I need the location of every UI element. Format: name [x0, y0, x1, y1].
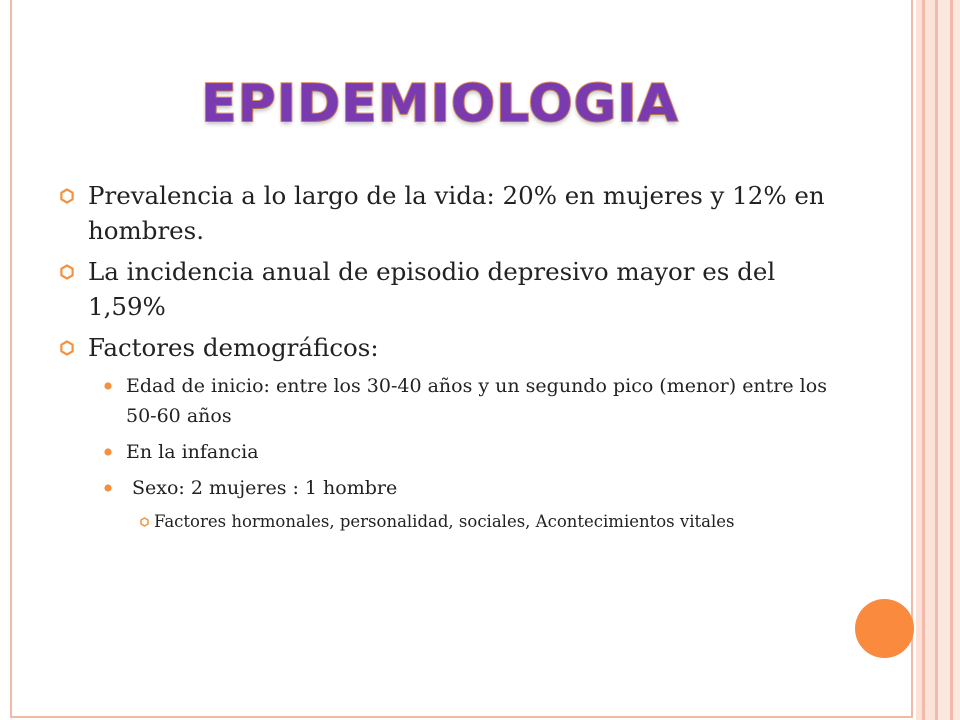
sub-bullet-item — [60, 437, 850, 467]
bullet-item — [60, 254, 850, 324]
bullet-ring-icon — [60, 178, 88, 213]
bullet-text: Factores demográficos: — [88, 333, 379, 362]
bullet-ring-icon — [60, 330, 88, 365]
sub-bullet-text: Sexo: 2 mujeres : 1 hombre — [132, 477, 398, 499]
sub-bullet-text: Edad de inicio: entre los 30-40 años y un segundo pico (menor) entre los 50-60 años — [126, 375, 827, 427]
slide-content — [60, 178, 850, 535]
sub-sub-bullet-item — [60, 509, 850, 535]
sub-bullet-item — [60, 371, 850, 431]
bullet-text: La incidencia anual de episodio depresivo mayor es del 1,59% — [88, 257, 776, 321]
bullet-text: Prevalencia a lo largo de la vida: 20% en mujeres y 12% en hombres. — [88, 181, 825, 245]
sub-bullet-text: En la infancia — [126, 441, 259, 463]
bullet-ring-icon — [60, 254, 88, 289]
bullet-dot-icon — [104, 437, 126, 467]
bullet-dot-icon — [104, 371, 126, 401]
bullet-ring-small-icon — [140, 509, 154, 535]
decorative-stripes — [916, 0, 960, 720]
sub-bullet-item — [60, 473, 850, 503]
slide-title: EPIDEMIOLOGIA — [201, 74, 679, 134]
decorative-circle — [855, 599, 914, 658]
bullet-dot-icon — [104, 473, 126, 503]
sub-sub-bullet-text: Factores hormonales, personalidad, sociales, Acontecimientos vitales — [154, 512, 735, 531]
bullet-item — [60, 178, 850, 248]
bullet-item — [60, 330, 850, 365]
